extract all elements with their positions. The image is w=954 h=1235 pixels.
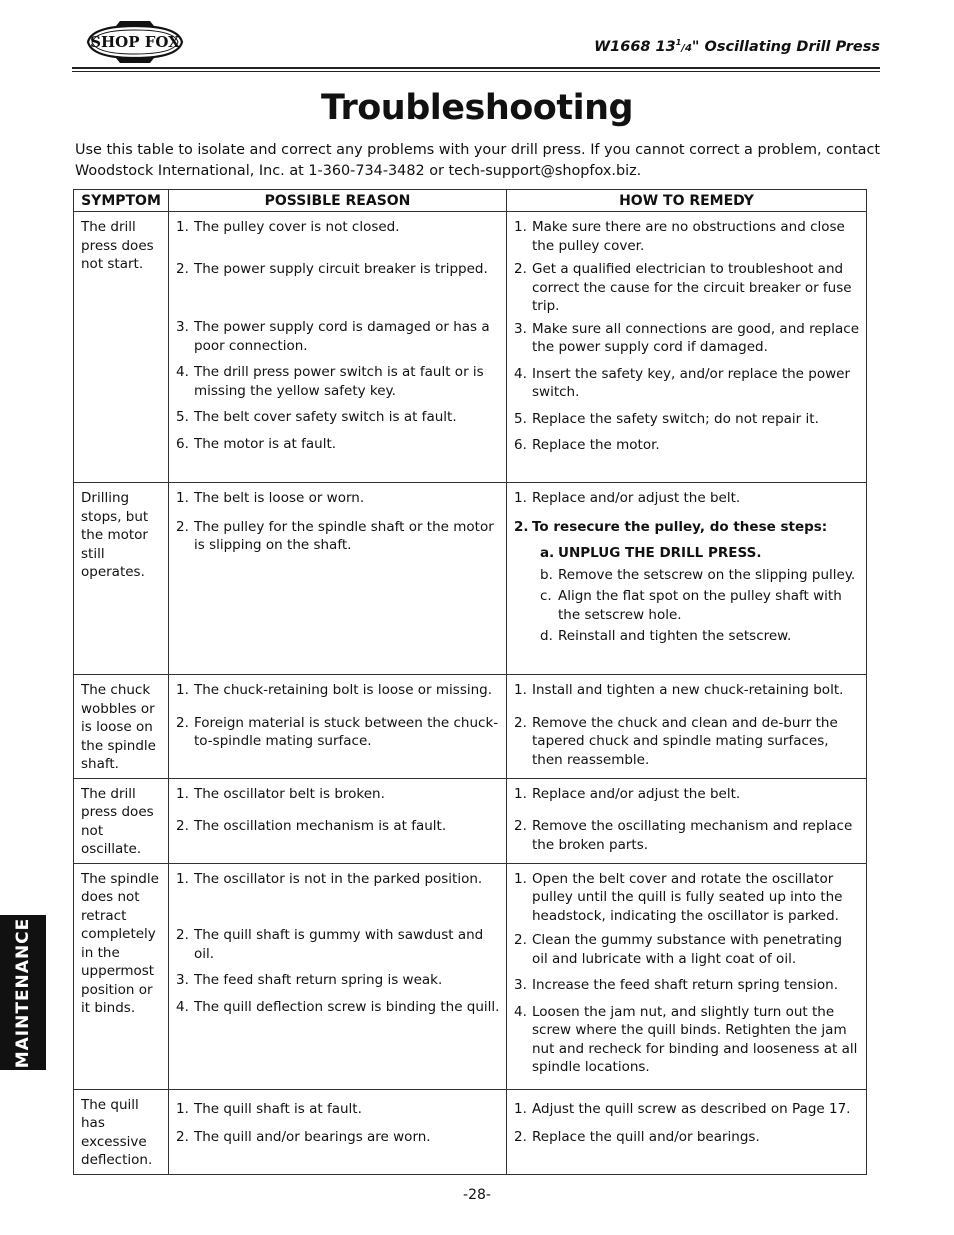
list-item: 3. The power supply cord is damaged or has a poor connection.	[176, 319, 490, 354]
sub-step: d. Reinstall and tighten the setscrew.	[540, 628, 792, 644]
list-item: 6. The motor is at fault.	[176, 435, 337, 452]
list-item: 2. The quill and/or bearings are worn.	[176, 1129, 431, 1145]
reason-cell	[169, 675, 507, 779]
maintenance-side-tab: MAINTENANCE	[0, 915, 46, 1070]
remedy-cell	[507, 212, 867, 483]
header-how-to-remedy: HOW TO REMEDY	[507, 190, 867, 212]
list-item: 1. Open the belt cover and rotate the oscillator pulley until the quill is fully seated up into the headstock, indicating the oscillator is parked.	[514, 870, 843, 924]
svg-text:SHOP FOX: SHOP FOX	[90, 33, 180, 51]
list-item: 2. The oscillation mechanism is at fault.	[176, 818, 447, 834]
header-symptom: SYMPTOM	[74, 190, 169, 212]
reason-cell	[169, 212, 507, 483]
list-item: 2. Clean the gummy substance with penetrating oil and lubricate with a light coat of oil.	[514, 932, 843, 967]
remedy-cell	[507, 675, 867, 779]
table-row	[74, 212, 867, 483]
list-item: 1. Replace and/or adjust the belt.	[514, 490, 741, 506]
reason-cell	[169, 1089, 507, 1174]
list-item: 2. Remove the chuck and clean and de-burr the tapered chuck and spindle mating surfaces, then reassemble.	[514, 714, 838, 768]
remedy-cell	[507, 863, 867, 1089]
intro-paragraph: Use this table to isolate and correct any problems with your drill press. If you cannot correct a problem, contact Woodstock International, Inc. at 1-360-734-3482 or tech-support@shopfox.biz.	[75, 142, 880, 179]
list-item: 1. The belt is loose or worn.	[176, 490, 365, 506]
sub-step: b. Remove the setscrew on the slipping pulley.	[540, 566, 856, 583]
list-item: 1. Make sure there are no obstructions and close the pulley cover.	[514, 219, 845, 254]
troubleshooting-table	[73, 189, 867, 1175]
list-item: 2. Get a qualified electrician to troubleshoot and correct the cause for the circuit breaker or fuse trip.	[514, 261, 852, 314]
list-item: 3. Make sure all connections are good, and replace the power supply cord if damaged.	[514, 320, 859, 355]
table-row	[74, 1089, 867, 1174]
table-header-row	[74, 190, 867, 212]
list-item: 2. The quill shaft is gummy with sawdust and oil.	[176, 927, 484, 962]
list-item: 1. The chuck-retaining bolt is loose or missing.	[176, 682, 493, 698]
table-row	[74, 778, 867, 863]
symptom-cell: The drill press does not oscillate.	[74, 778, 169, 863]
list-item: 3. The feed shaft return spring is weak.	[176, 972, 443, 988]
table-row	[74, 863, 867, 1089]
list-item: 2. The pulley for the spindle shaft or the motor is slipping on the shaft.	[176, 518, 494, 553]
list-item: 3. Increase the feed shaft return spring tension.	[514, 977, 838, 993]
list-item: 1. The oscillator belt is broken.	[176, 785, 385, 802]
remedy-cell	[507, 483, 867, 675]
symptom-cell: Drilling stops, but the motor still operates.	[74, 483, 169, 675]
list-item: 4. The quill deflection screw is binding the quill.	[176, 998, 500, 1015]
reason-cell	[169, 778, 507, 863]
reason-cell	[169, 863, 507, 1089]
symptom-cell: The spindle does not retract completely in the uppermost position or it binds.	[74, 863, 169, 1089]
shop-fox-logo	[80, 20, 190, 64]
model-title: W1668 $13^1/4$" Oscillating Drill Press	[594, 38, 880, 55]
list-item: 4. The drill press power switch is at fault or is missing the yellow safety key.	[176, 364, 484, 399]
list-item: 1. The oscillator is not in the parked position.	[176, 870, 483, 887]
reason-cell	[169, 483, 507, 675]
list-item: 2. Foreign material is stuck between the chuck-to-spindle mating surface.	[176, 714, 499, 749]
symptom-cell: The chuck wobbles or is loose on the spindle shaft.	[74, 675, 169, 779]
list-item: 4. Insert the safety key, and/or replace the power switch.	[514, 365, 851, 400]
header-rule-thin	[72, 71, 880, 72]
page-number: -28-	[463, 1187, 491, 1203]
list-item: 1. Replace and/or adjust the belt.	[514, 785, 741, 802]
list-item: 6. Replace the motor.	[514, 437, 660, 453]
list-item: 5. The belt cover safety switch is at fault.	[176, 409, 457, 425]
sub-step: c. Align the flat spot on the pulley shaft with the setscrew hole.	[540, 588, 842, 623]
header-rule	[72, 67, 880, 69]
list-item: 1. Install and tighten a new chuck-retaining bolt.	[514, 682, 844, 698]
table-row	[74, 675, 867, 779]
header-possible-reason: POSSIBLE REASON	[169, 190, 507, 212]
list-item: 1. Adjust the quill screw as described on Page 17.	[514, 1100, 851, 1117]
list-item: 2. The power supply circuit breaker is tripped.	[176, 260, 488, 277]
list-item: 4. Loosen the jam nut, and slightly turn out the screw where the quill binds. Retighten the jam nut and recheck for binding and looseness at all spindle locations.	[514, 1003, 858, 1075]
page-title: Troubleshooting	[320, 88, 634, 128]
sub-step: a. UNPLUG THE DRILL PRESS.	[540, 545, 762, 561]
remedy-cell	[507, 778, 867, 863]
table-row	[74, 483, 867, 675]
list-item: 2. Remove the oscillating mechanism and replace the broken parts.	[514, 818, 853, 853]
symptom-cell: The quill has excessive deflection.	[74, 1089, 169, 1174]
list-item: 1. The pulley cover is not closed.	[176, 219, 400, 235]
list-item: 5. Replace the safety switch; do not repair it.	[514, 410, 819, 427]
list-item: 2. Replace the quill and/or bearings.	[514, 1129, 760, 1145]
list-item: 2. To resecure the pulley, do these steps:	[514, 518, 828, 535]
symptom-cell: The drill press does not start.	[74, 212, 169, 483]
remedy-cell	[507, 1089, 867, 1174]
list-item: 1. The quill shaft is at fault.	[176, 1100, 362, 1117]
